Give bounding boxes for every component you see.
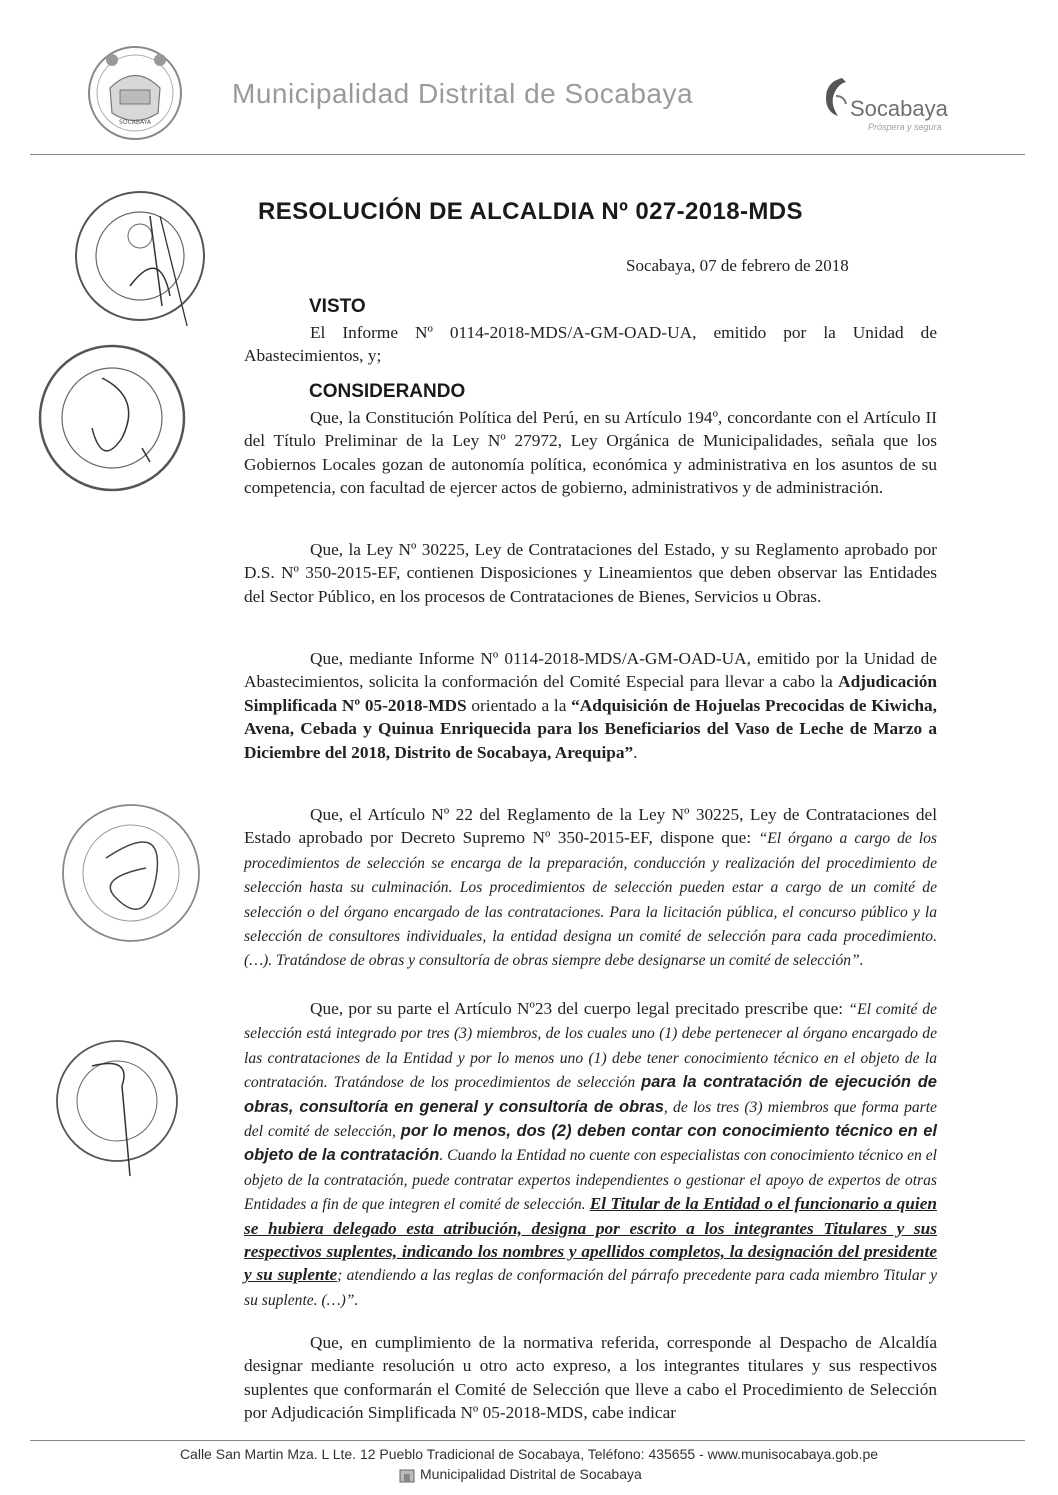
considerando-paragraph-2: Que, la Ley Nº 30225, Ley de Contrataciones del Estado, y su Reglamento aprobado por D.S. Nº 350-2015-EF, contienen Disposiciones y Lineamientos que deben observar las Entidades del Sector Público, en los procesos de Contrataciones de Bienes, Servicios u Obras. <box>244 540 937 606</box>
article-22-quote: “El órgano a cargo de los procedimientos de selección se encarga de la preparación, conducción y realización del procedimiento de selección hasta su culminación. Los procedimientos de selección pueden estar a cargo de un comité de selección o del órgano encargado de las contrataciones. Para la licitación pública, el concurso público y la selección de consultores individuales, la entidad designa un comité de selección para cada procedimiento. (…). Tratándose de obras y consultoría de obras siempre debe designarse un comité de selección”. <box>244 830 937 970</box>
secretaria-general-stamp <box>56 798 206 948</box>
municipal-coat-of-arms-logo <box>80 38 190 148</box>
header-title: Municipalidad Distrital de Socabaya <box>232 78 694 109</box>
socabaya-leaf-icon <box>820 74 850 120</box>
considerando-paragraph-4: Que, el Artículo Nº 22 del Reglamento de la Ley Nº 30225, Ley de Contrataciones del Estado aprobado por Decreto Supremo Nº 350-2015-EF, dispone que: “El órgano a cargo de los procedimientos de selección se encarga de la preparación, conducción y realización del procedimiento de selección hasta su culminación. Los procedimientos de selección pueden estar a cargo de un comité de selección o del órgano encargado de las contrataciones. Para la licitación pública, el concurso público y la selección de consultores individuales, la entidad designa un comité de selección para cada procedimiento. (…). Tratándose de obras y consultoría de obras siempre debe designarse un comité de selección”. <box>244 805 937 970</box>
footer-address: Calle San Martin Mza. L Lte. 12 Pueblo Tradicional de Socabaya, Teléfono: 435655 - www.munisocabaya.gob.pe <box>179 1446 879 1462</box>
header-divider <box>30 154 1025 155</box>
considerando-paragraph-3: Que, mediante Informe Nº 0114-2018-MDS/A-GM-OAD-UA, emitido por la Unidad de Abastecimientos, solicita la conformación del Comité Especial para llevar a cabo la Adjudicación Simplificada Nº 05-2018-MDS orientado a la “Adquisición de Hojuelas Precocidas de Kiwicha, Avena, Cebada y Quinua Enriquecida para los Beneficiarios del Vaso de Leche de Marzo a Diciembre del 2018, Distrito de Socabaya, Arequipa”. <box>244 649 937 762</box>
footer-organization: Municipalidad Distrital de Socabaya <box>420 1466 642 1482</box>
considerando-paragraph-6: Que, en cumplimiento de la normativa referida, corresponde al Despacho de Alcaldía designar mediante resolución u otro acto expreso, a los integrantes titulares y sus respectivos suplentes que conformarán el Comité de Selección que lleve a cabo el Procedimiento de Selección por Adjudicación Simplificada Nº 05-2018-MDS, cabe indicar <box>244 1333 937 1423</box>
alcaldia-stamp <box>70 186 210 326</box>
svg-text:SOCABAYA: SOCABAYA <box>119 119 151 126</box>
brand-tagline: Próspera y segura <box>868 122 942 132</box>
considerando-paragraph-1: Que, la Constitución Política del Perú, en su Artículo 194º, concordante con el Artículo II del Título Preliminar de la Ley Nº 27972, Ley Orgánica de Municipalidades, señala que los Gobiernos Locales gozan de autonomía política, económica y administrativa en los asuntos de su competencia, con facultad de ejercer actos de gobierno, administrativos y de administración. <box>244 408 937 498</box>
brand-name: Socabaya <box>850 96 948 121</box>
resolution-date: Socabaya, 07 de febrero de 2018 <box>626 256 849 275</box>
asesoria-juridica-stamp <box>52 1026 182 1186</box>
considerando-heading: CONSIDERANDO <box>309 381 466 402</box>
municipality-mini-logo-icon <box>398 1466 416 1484</box>
footer-divider <box>30 1440 1025 1441</box>
resolution-title: RESOLUCIÓN DE ALCALDIA Nº 027-2018-MDS <box>258 198 803 225</box>
visto-heading: VISTO <box>309 296 366 317</box>
gerencia-municipal-stamp <box>32 338 192 498</box>
visto-paragraph: El Informe Nº 0114-2018-MDS/A-GM-OAD-UA, emitido por la Unidad de Abastecimientos, y; <box>244 323 937 366</box>
considerando-paragraph-5: Que, por su parte el Artículo Nº23 del cuerpo legal precitado prescribe que: “El comité de selección está integrado por tres (3) miembros, de los cuales uno (1) debe pertenecer al órgano encargado de las contrataciones de la Entidad y por lo menos uno (1) debe tener conocimiento técnico en el objeto de la contratación. Tratándose de los procedimientos de selección para la contratación de ejecución de obras, consultoría en general y consultoría de obras, de los tres (3) miembros que forma parte del comité de selección, por lo menos, dos (2) deben contar con conocimiento técnico en el objeto de la contratación. Cuando la Entidad no cuente con especialistas con conocimiento técnico en el objeto de la contratación, puede contratar expertos independientes o gestionar el apoyo de expertos de otras Entidades a fin de que integren el comité de selección. El Titular de la Entidad o el funcionario a quien se hubiera delegado esta atribución, designa por escrito a los integrantes Titulares y sus respectivos suplentes, indicando los nombres y apellidos completos, la designación del presidente y su suplente; atendiendo a las reglas de conformación del párrafo precedente para cada miembro Titular y su suplente. (…)”. <box>244 999 938 1309</box>
